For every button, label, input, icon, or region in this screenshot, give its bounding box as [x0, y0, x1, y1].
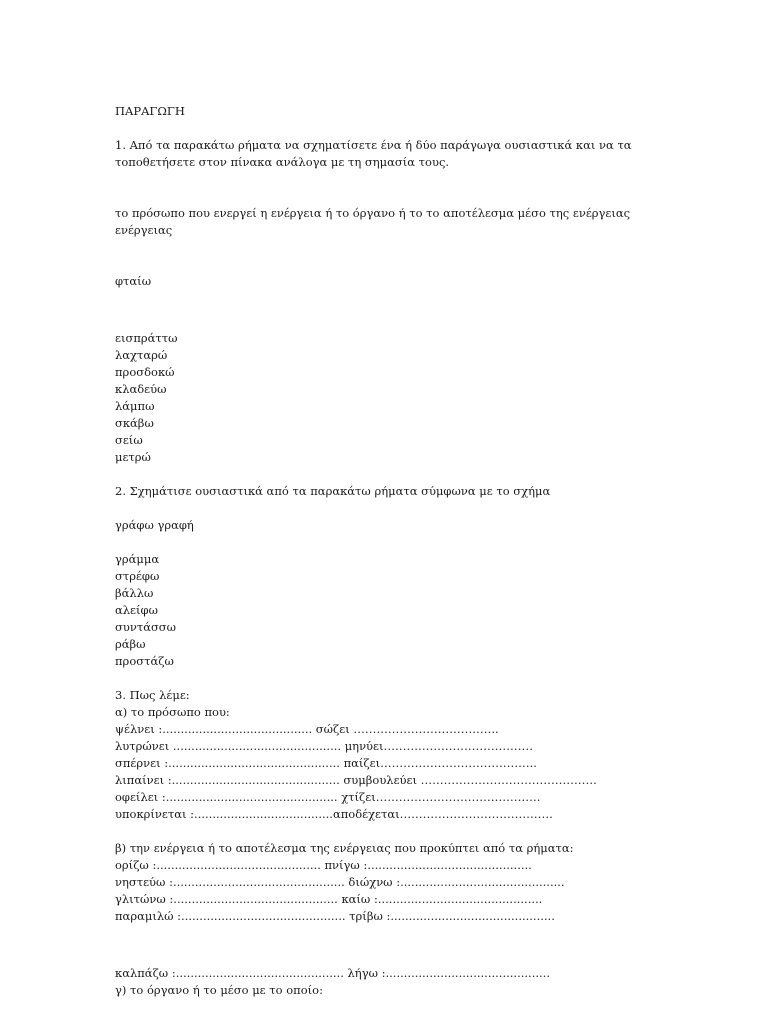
exercise-2-example: γράφω γραφή — [115, 518, 194, 532]
list-item: γράμμα — [115, 552, 160, 566]
document-title: ΠΑΡΑΓΩΓΗ — [115, 104, 185, 118]
list-item: εισπράττω — [115, 331, 178, 345]
list-item: μετρώ — [115, 450, 151, 464]
fill-in-row: ψέλνει :......................................... σώζει ……………………………….. — [115, 722, 499, 736]
fill-in-row: ορίζω :............................................. πνίγω :............................................. — [115, 858, 532, 872]
fill-in-row: σπέρνει :............................................... παίζει………………………………….. — [115, 756, 537, 770]
list-item: σκάβω — [115, 416, 154, 430]
exercise-1-columns-line: το πρόσωπο που ενεργεί η ενέργεια ή το όργανο ή το το αποτέλεσμα μέσο της ενέργειας ενέργειας — [115, 206, 631, 237]
list-item: κλαδεύω — [115, 382, 167, 396]
list-item: βάλλω — [115, 586, 154, 600]
list-item: λάμπω — [115, 399, 155, 413]
fill-in-row: παραμιλώ :............................................. τρίβω :............................................. — [115, 909, 555, 923]
fill-in-row: λυτρώνει .............................................. μηνύει………………………………… — [115, 739, 534, 753]
fill-in-row: καλπάζω :.............................................. λήγω :............................................. — [115, 966, 550, 980]
exercise-3a-label: α) το πρόσωπο που: — [115, 705, 230, 719]
list-item: αλείφω — [115, 603, 158, 617]
exercise-3a-rows — [115, 721, 635, 823]
exercise-3-heading: 3. Πως λέμε: — [115, 688, 190, 702]
fill-in-row: λιπαίνει :.............................................. συμβουλεύει ………………………………………. — [115, 773, 597, 787]
exercise-1-verb-list — [115, 330, 635, 466]
exercise-3b-rows — [115, 857, 635, 982]
list-item: λαχταρώ — [115, 348, 168, 362]
list-item: στρέφω — [115, 569, 160, 583]
list-item: προστάζω — [115, 654, 174, 668]
exercise-3b-label: β) την ενέργεια ή το αποτέλεσμα της ενέργειας που προκύπτει από τα ρήματα: — [115, 841, 574, 855]
list-item: προσδοκώ — [115, 365, 175, 379]
fill-in-row: γλιτώνω :............................................. καίω :............................................. — [115, 892, 543, 906]
list-item: σείω — [115, 433, 143, 447]
fill-in-row: υποκρίνεται :......................................αποδέχεται…………………………………. — [115, 807, 553, 821]
list-item: ράβω — [115, 637, 146, 651]
exercise-2-verb-list — [115, 551, 635, 670]
exercise-3c-label: γ) το όργανο ή το μέσο με το οποίο: — [115, 983, 323, 997]
fill-in-row: οφείλει :............................................... χτίζει……………………………………. — [115, 790, 541, 804]
list-item: συντάσσω — [115, 620, 177, 634]
document-page — [115, 103, 635, 999]
exercise-2-instruction: 2. Σχημάτισε ουσιαστικά από τα παρακάτω ρήματα σύμφωνα με το σχήμα — [115, 484, 551, 498]
fill-in-row: νηστεύω :............................................... διώχνω :............................................. — [115, 875, 565, 889]
exercise-1-example: φταίω — [115, 274, 152, 288]
exercise-1-instruction: 1. Από τα παρακάτω ρήματα να σχηματίσετε ένα ή δύο παράγωγα ουσιαστικά και να τα τοποθετήσετε στον πίνακα ανάλογα με τη σημασία τους. — [115, 138, 632, 169]
